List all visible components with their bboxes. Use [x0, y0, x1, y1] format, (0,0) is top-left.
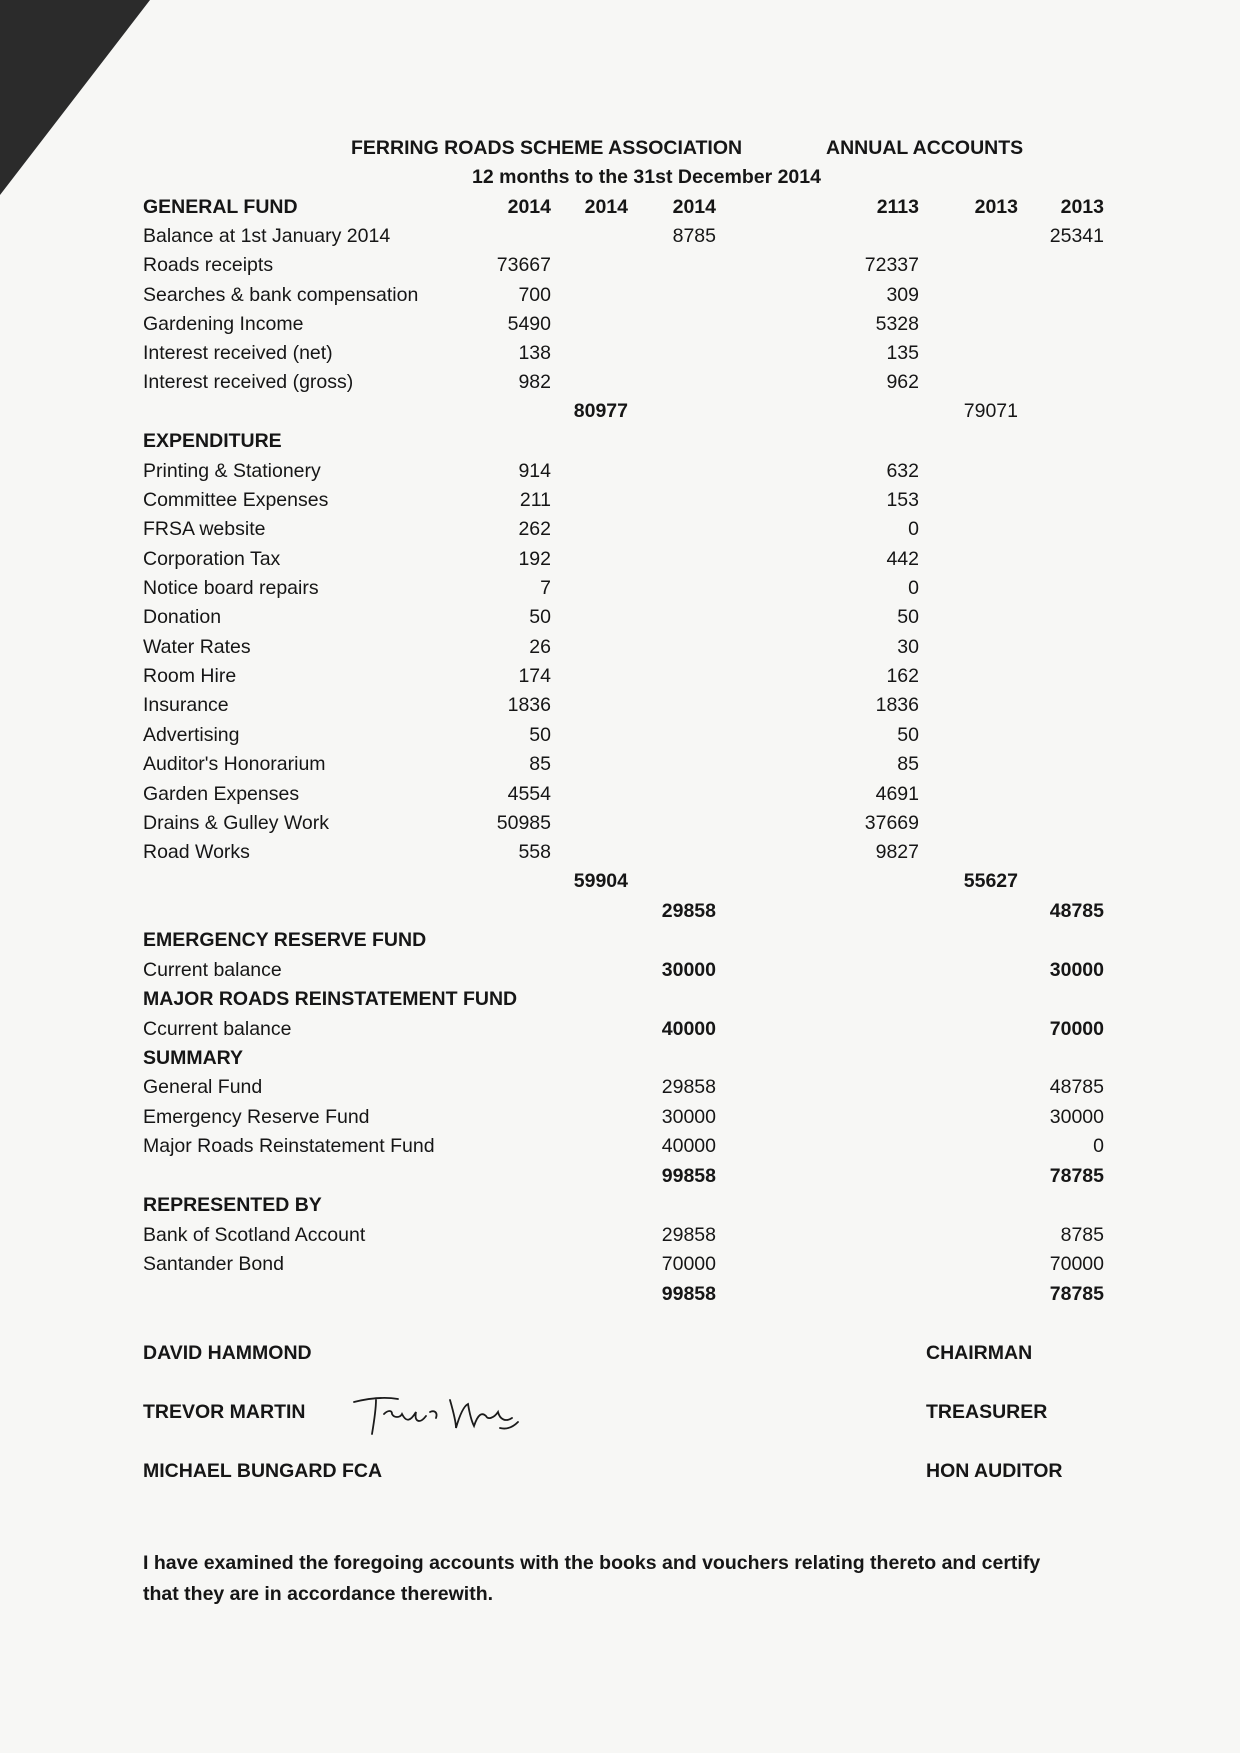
expense-2014: 558	[518, 841, 551, 863]
major-roads-2014: 40000	[661, 1018, 716, 1040]
expense-2014: 50985	[496, 812, 551, 834]
income-label: Gardening Income	[143, 313, 304, 335]
signatory-name: MICHAEL BUNGARD FCA	[143, 1460, 383, 1482]
expense-2013: 162	[886, 665, 919, 687]
expense-2014: 50	[529, 724, 551, 746]
income-2013: 309	[886, 284, 919, 306]
income-total-2013: 79071	[963, 400, 1018, 422]
expense-2014: 262	[518, 518, 551, 540]
summary-2014: 30000	[661, 1106, 716, 1128]
expense-2013: 442	[886, 548, 919, 570]
expense-label: Advertising	[143, 724, 240, 746]
expense-2013: 50	[897, 606, 919, 628]
summary-label: Emergency Reserve Fund	[143, 1106, 370, 1128]
section-expenditure: EXPENDITURE	[143, 430, 282, 452]
summary-label: General Fund	[143, 1076, 263, 1098]
summary-2013: 0	[1093, 1135, 1104, 1157]
represented-2014: 29858	[661, 1224, 716, 1246]
expense-label: Donation	[143, 606, 222, 628]
income-2014: 700	[518, 284, 551, 306]
expense-label: Corporation Tax	[143, 548, 281, 570]
expense-2014: 7	[540, 577, 551, 599]
col-head-2014-b: 2014	[584, 196, 628, 218]
balance-bf-2014: 8785	[672, 225, 716, 247]
expense-label: Drains & Gulley Work	[143, 812, 330, 834]
section-represented-by: REPRESENTED BY	[143, 1194, 322, 1216]
expense-2014: 192	[518, 548, 551, 570]
income-2013: 72337	[864, 254, 919, 276]
expense-2014: 914	[518, 460, 551, 482]
section-general-fund: GENERAL FUND	[143, 196, 298, 218]
represented-label: Bank of Scotland Account	[143, 1224, 366, 1246]
income-label: Searches & bank compensation	[143, 284, 419, 306]
expense-2014: 211	[519, 489, 551, 511]
represented-label: Santander Bond	[143, 1253, 284, 1275]
summary-total-2013: 78785	[1049, 1165, 1104, 1187]
income-label: Interest received (net)	[143, 342, 333, 364]
signatory-role: HON AUDITOR	[926, 1460, 1063, 1482]
expense-label: Insurance	[143, 694, 229, 716]
income-2013: 5328	[875, 313, 919, 335]
represented-2013: 8785	[1060, 1224, 1104, 1246]
expense-2013: 50	[897, 724, 919, 746]
signatory-role: CHAIRMAN	[926, 1342, 1033, 1364]
represented-2014: 70000	[661, 1253, 716, 1275]
general-fund-balance-2013: 48785	[1049, 900, 1104, 922]
expense-2014: 4554	[507, 783, 551, 805]
signatory-name: TREVOR MARTIN	[143, 1401, 306, 1423]
expense-2013: 0	[908, 577, 919, 599]
section-summary: SUMMARY	[143, 1047, 244, 1069]
col-head-2013-a: 2013	[974, 196, 1018, 218]
col-head-2014-c: 2014	[672, 196, 716, 218]
expense-label: Road Works	[143, 841, 250, 863]
expense-total-2014: 59904	[573, 870, 628, 892]
summary-2013: 30000	[1049, 1106, 1104, 1128]
income-label: Roads receipts	[143, 254, 274, 276]
represented-total-2014: 99858	[661, 1283, 716, 1305]
summary-2013: 48785	[1049, 1076, 1104, 1098]
income-2014: 73667	[496, 254, 551, 276]
expense-label: Garden Expenses	[143, 783, 300, 805]
expense-2013: 37669	[864, 812, 919, 834]
expense-2013: 4691	[875, 783, 919, 805]
expense-2014: 174	[518, 665, 551, 687]
represented-total-2013: 78785	[1049, 1283, 1104, 1305]
represented-2013: 70000	[1049, 1253, 1104, 1275]
document-title: ANNUAL ACCOUNTS	[826, 137, 1024, 159]
signatory-name: DAVID HAMMOND	[143, 1342, 312, 1364]
summary-label: Major Roads Reinstatement Fund	[143, 1135, 435, 1157]
expense-2014: 26	[529, 636, 551, 658]
summary-2014: 40000	[661, 1135, 716, 1157]
scan-corner-shadow	[0, 0, 150, 195]
expense-label: Auditor's Honorarium	[143, 753, 326, 775]
general-fund-balance-2014: 29858	[661, 900, 716, 922]
period-subtitle: 12 months to the 31st December 2014	[472, 166, 821, 188]
summary-2014: 29858	[661, 1076, 716, 1098]
expense-label: Printing & Stationery	[143, 460, 321, 482]
income-2013: 962	[886, 371, 919, 393]
emergency-2013: 30000	[1049, 959, 1104, 981]
emergency-row-label: Current balance	[143, 959, 282, 981]
expense-2013: 30	[897, 636, 919, 658]
income-2014: 982	[518, 371, 551, 393]
summary-total-2014: 99858	[661, 1165, 716, 1187]
expense-2014: 50	[529, 606, 551, 628]
income-2014: 5490	[507, 313, 551, 335]
handwritten-signature	[350, 1392, 522, 1442]
expense-label: Water Rates	[143, 636, 251, 658]
expense-2013: 9827	[875, 841, 919, 863]
col-head-2014-a: 2014	[507, 196, 551, 218]
expense-label: Room Hire	[143, 665, 237, 687]
balance-bf-2013: 25341	[1049, 225, 1104, 247]
income-total-2014: 80977	[573, 400, 628, 422]
section-emergency-reserve: EMERGENCY RESERVE FUND	[143, 929, 427, 951]
expense-2013: 1836	[875, 694, 919, 716]
income-2014: 138	[518, 342, 551, 364]
expense-2013: 0	[908, 518, 919, 540]
col-head-2113: 2113	[876, 196, 919, 218]
expense-2013: 153	[886, 489, 919, 511]
org-title: FERRING ROADS SCHEME ASSOCIATION	[351, 137, 743, 159]
col-head-2013-b: 2013	[1060, 196, 1104, 218]
expense-2014: 1836	[507, 694, 551, 716]
expense-label: FRSA website	[143, 518, 266, 540]
emergency-2014: 30000	[661, 959, 716, 981]
income-label: Interest received (gross)	[143, 371, 354, 393]
signatory-role: TREASURER	[926, 1401, 1048, 1423]
expense-2014: 85	[529, 753, 551, 775]
balance-bf-label: Balance at 1st January 2014	[143, 225, 391, 247]
major-roads-row-label: Ccurrent balance	[143, 1018, 292, 1040]
expense-label: Notice board repairs	[143, 577, 319, 599]
expense-label: Committee Expenses	[143, 489, 329, 511]
expense-2013: 85	[897, 753, 919, 775]
section-major-roads: MAJOR ROADS REINSTATEMENT FUND	[143, 988, 518, 1010]
expense-total-2013: 55627	[963, 870, 1018, 892]
expense-2013: 632	[886, 460, 919, 482]
major-roads-2013: 70000	[1049, 1018, 1104, 1040]
income-2013: 135	[886, 342, 919, 364]
auditor-certification: I have examined the foregoing accounts with the books and vouchers relating thereto and certify that they are in accordance therewith.	[143, 1552, 1041, 1605]
